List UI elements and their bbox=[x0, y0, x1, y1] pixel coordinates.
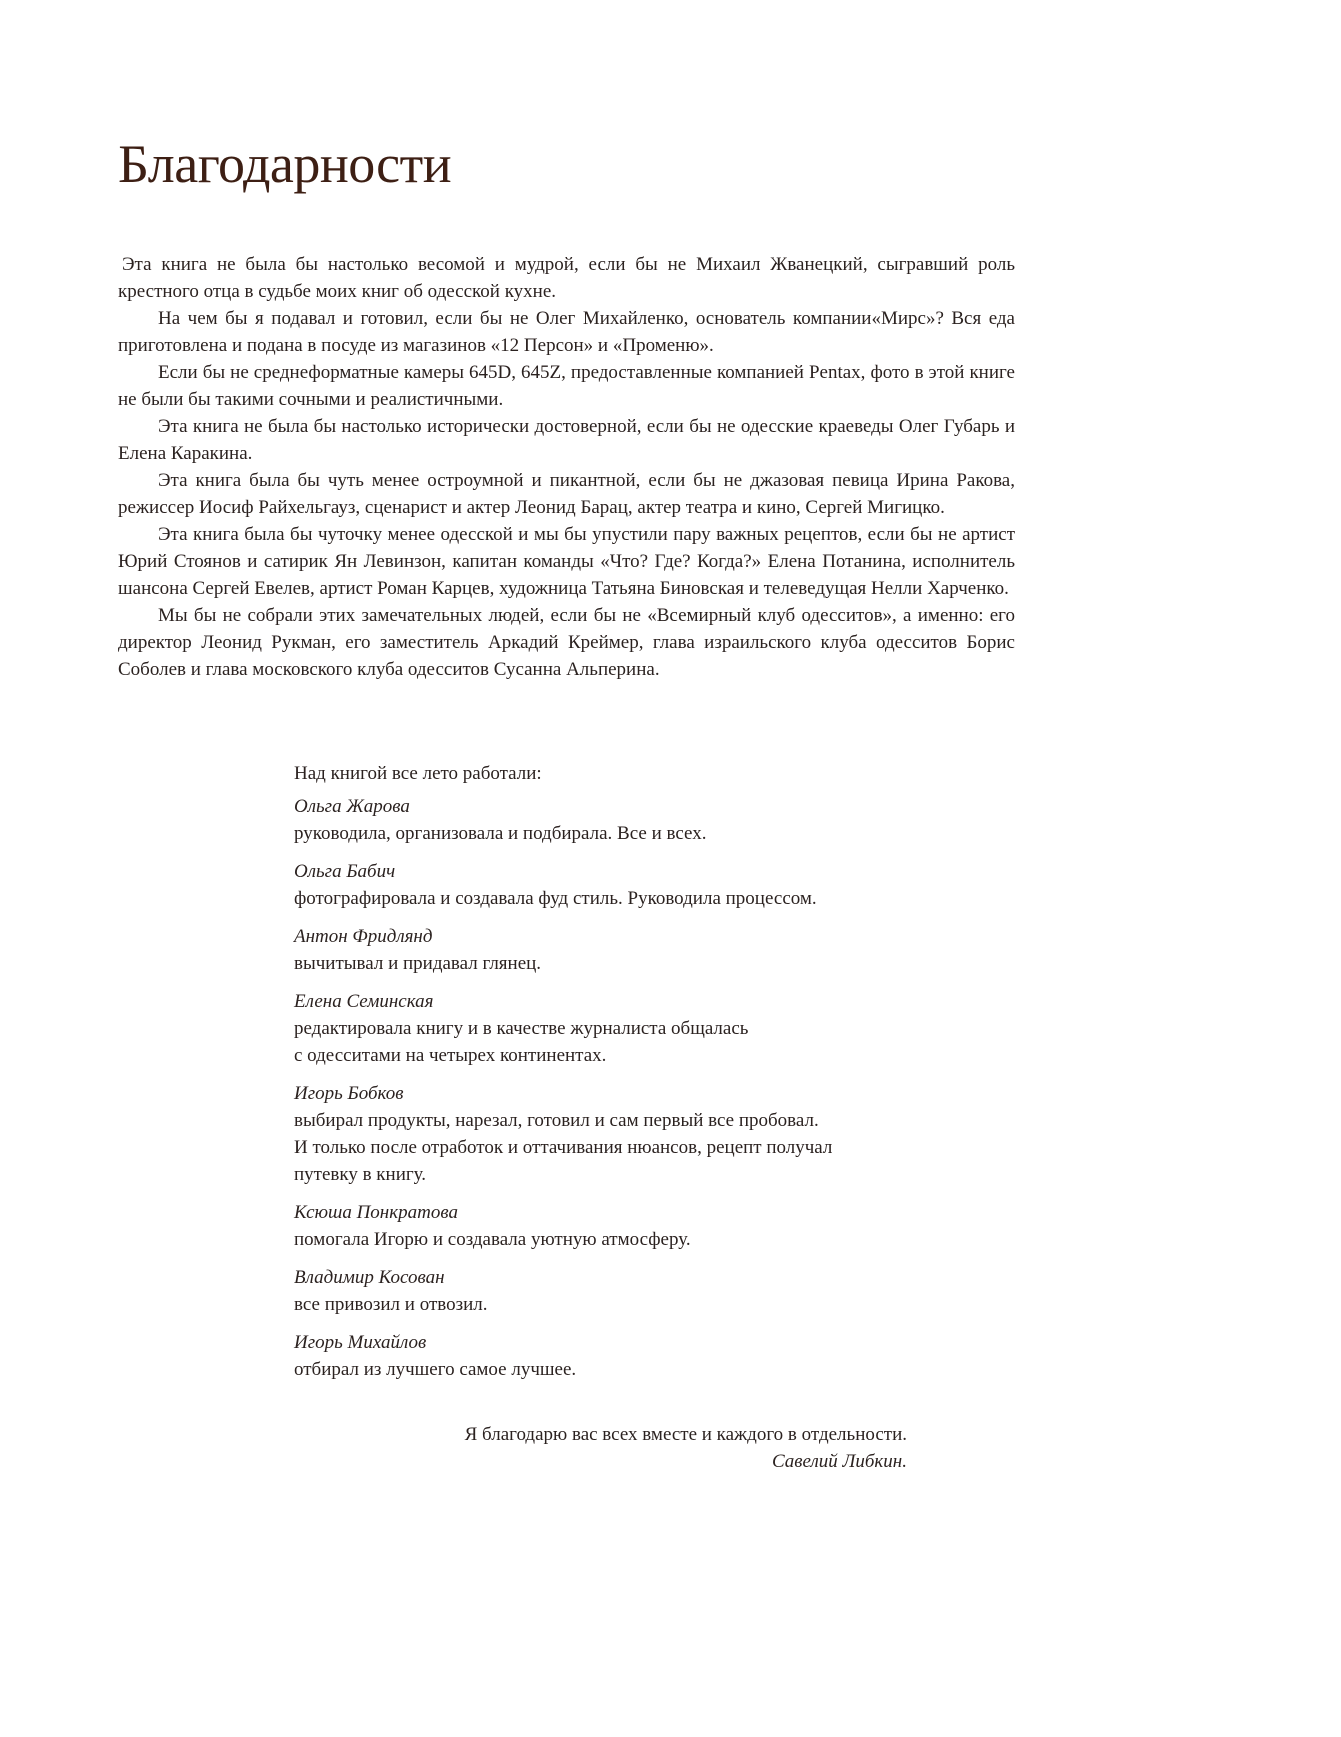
page-title: Благодарности bbox=[118, 134, 452, 194]
author-signature: Савелий Либкин. bbox=[771, 1451, 907, 1472]
credit-name: Ольга Жарова bbox=[294, 796, 410, 817]
credit-item bbox=[294, 1329, 934, 1383]
credit-name: Владимир Косован bbox=[294, 1267, 445, 1288]
credit-role: помогала Игорю и создавала уютную атмосферу. bbox=[294, 1229, 691, 1250]
credit-name: Ольга Бабич bbox=[294, 861, 396, 882]
credit-item bbox=[294, 1199, 934, 1253]
credit-item bbox=[294, 923, 934, 977]
credit-item bbox=[294, 793, 934, 847]
credit-item bbox=[294, 1080, 934, 1188]
credit-item bbox=[294, 988, 934, 1069]
paragraph: Эта книга не была бы настолько исторически достоверной, если бы не одесские краеведы Олег Губарь и Елена Каракина. bbox=[118, 416, 1015, 464]
credit-role: вычитывал и придавал глянец. bbox=[294, 953, 542, 974]
credits-intro: Над книгой все лето работали: bbox=[294, 763, 542, 784]
credit-role: фотографировала и создавала фуд стиль. Руководила процессом. bbox=[294, 888, 817, 909]
credit-item bbox=[294, 1264, 934, 1318]
paragraph: Мы бы не собрали этих замечательных людей, если бы не «Всемирный клуб одесситов», а именно: его директор Леонид Рукман, его заместитель Аркадий Креймер, глава израильского клуба одесситов Борис Соболев и глава московского клуба одесситов Сусанна Альперина. bbox=[118, 605, 1015, 680]
credit-role: руководила, организовала и подбирала. Все и всех. bbox=[294, 823, 707, 844]
paragraph: Если бы не среднеформатные камеры 645D, 645Z, предоставленные компанией Pentax, фото в этой книге не были бы такими сочными и реалистичными. bbox=[118, 362, 1015, 410]
acknowledgements-text bbox=[118, 251, 1015, 683]
credit-name: Игорь Бобков bbox=[294, 1083, 404, 1104]
credit-role: все привозил и отвозил. bbox=[294, 1294, 488, 1315]
paragraph: Эта книга была бы чуточку менее одесской и мы бы упустили пару важных рецептов, если бы не артист Юрий Стоянов и сатирик Ян Левинзон, капитан команды «Что? Где? Когда?» Елена Потанина, исполнитель шансона Сергей Евелев, артист Роман Карцев, художница Татьяна Биновская и телеведущая Нелли Харченко. bbox=[118, 524, 1015, 599]
credit-name: Елена Семинская bbox=[294, 991, 434, 1012]
credit-role: отбирал из лучшего самое лучшее. bbox=[294, 1359, 577, 1380]
credits-list bbox=[294, 760, 934, 1394]
paragraph: Эта книга не была бы настолько весомой и мудрой, если бы не Михаил Жванецкий, сыгравший роль крестного отца в судьбе моих книг об одесской кухне. bbox=[118, 254, 1015, 302]
credit-item bbox=[294, 858, 934, 912]
closing-line: Я благодарю вас всех вместе и каждого в отдельности. bbox=[464, 1424, 907, 1445]
closing-block bbox=[380, 1421, 907, 1475]
paragraph: На чем бы я подавал и готовил, если бы не Олег Михайленко, основатель компании«Мирс»? Вся еда приготовлена и подана в посуде из магазинов «12 Персон» и «Променю». bbox=[118, 308, 1015, 356]
credit-role: редактировала книгу и в качестве журналиста общалась с одесситами на четырех континентах. bbox=[294, 1018, 749, 1066]
paragraph: Эта книга была бы чуть менее остроумной и пикантной, если бы не джазовая певица Ирина Ракова, режиссер Иосиф Райхельгауз, сценарист и актер Леонид Барац, актер театра и кино, Сергей Мигицко. bbox=[118, 470, 1015, 518]
credit-name: Ксюша Понкратова bbox=[294, 1202, 458, 1223]
credit-role: выбирал продукты, нарезал, готовил и сам первый все пробовал. И только после отработок и оттачивания нюансов, рецепт получал путевку в книгу. bbox=[294, 1110, 833, 1185]
credit-name: Игорь Михайлов bbox=[294, 1332, 427, 1353]
credit-name: Антон Фридлянд bbox=[294, 926, 433, 947]
